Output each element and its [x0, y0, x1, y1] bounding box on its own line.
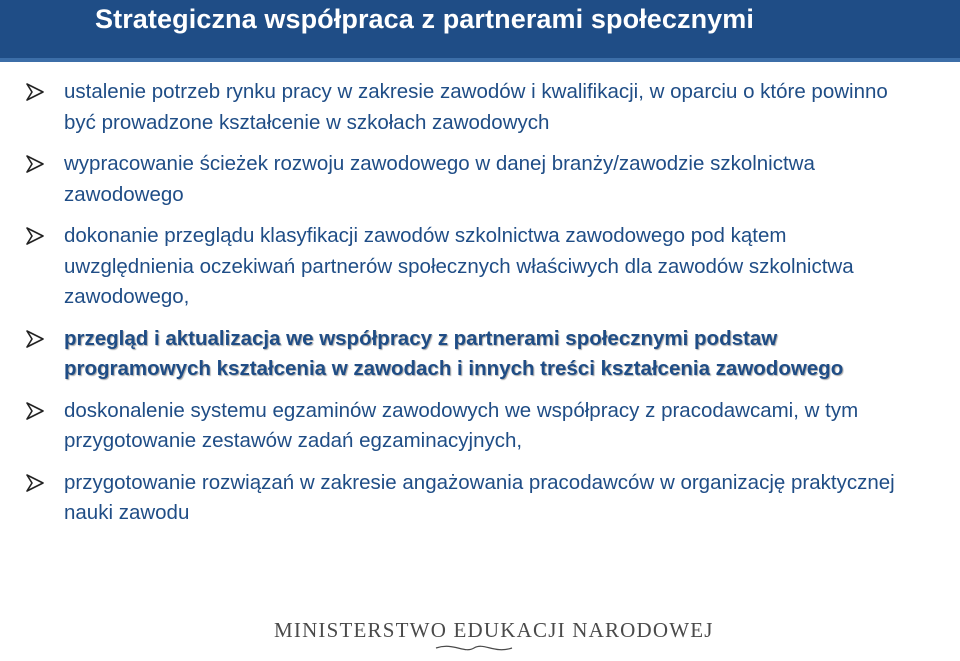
arrowhead-bullet-icon: [25, 155, 45, 173]
arrowhead-bullet-icon: [25, 402, 45, 420]
bullet-text: doskonalenie systemu egzaminów zawodowych we współpracy z pracodawcami, w tym przygotowanie zestawów zadań egzaminacyjnych,: [64, 398, 859, 452]
bullet-text: wypracowanie ścieżek rozwoju zawodowego w danej branży/zawodzie szkolnictwa zawodowego: [64, 152, 815, 206]
bullet-item-highlighted: [0, 324, 960, 385]
arrowhead-bullet-icon: [25, 474, 45, 492]
bullet-text: przygotowanie rozwiązań w zakresie angażowania pracodawców w organizację praktycznej nauki zawodu: [64, 470, 895, 524]
bullet-text: ustalenie potrzeb rynku pracy w zakresie zawodów i kwalifikacji, w oparciu o które powinno być prowadzone kształcenie w szkołach zawodowych: [64, 80, 888, 134]
ministry-logo: [274, 618, 714, 643]
bullet-item: [0, 396, 960, 457]
arrowhead-bullet-icon: [25, 83, 45, 101]
bullet-text: dokonanie przeglądu klasyfikacji zawodów szkolnictwa zawodowego pod kątem uwzględnienia oczekiwań partnerów społecznych właściwych dla zawodów szkolnictwa zawodowego,: [64, 224, 854, 308]
arrowhead-bullet-icon: [25, 330, 45, 348]
bullet-list: [0, 77, 960, 540]
slide-title: Strategiczna współpraca z partnerami społecznymi: [95, 4, 755, 34]
bullet-text: przegląd i aktualizacja we współpracy z partnerami społecznymi podstaw programowych kształcenia w zawodach i innych treści kształcenia zawodowego: [64, 326, 844, 380]
bullet-item: [0, 221, 960, 313]
bullet-item: [0, 77, 960, 138]
bullet-item: [0, 149, 960, 210]
flourish-icon: [434, 640, 514, 656]
arrowhead-bullet-icon: [25, 227, 45, 245]
ministry-name: MINISTERSTWO EDUKACJI NARODOWEJ: [274, 618, 714, 642]
title-bar: [0, 0, 960, 62]
bullet-item: [0, 468, 960, 529]
